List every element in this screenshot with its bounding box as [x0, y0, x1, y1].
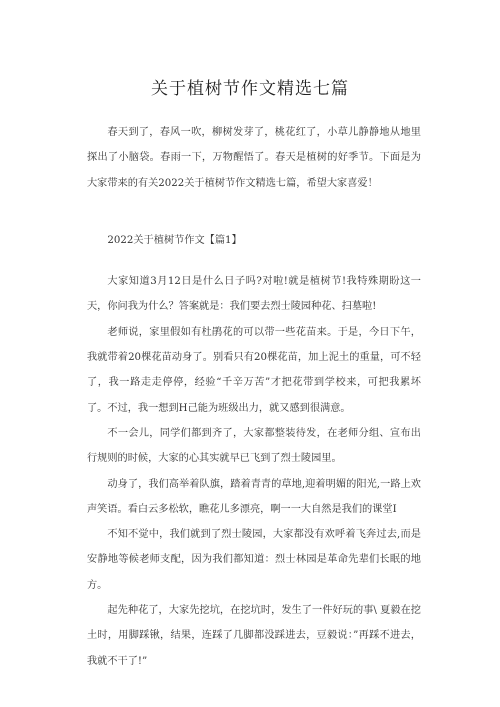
- body-paragraph: 老师说，家里假如有杜鹃花的可以带一些花苗来。于是，今日下午，我就带着20棵花苗动身了。别看只有20棵花苗，加上泥土的重量，可不轻了，我一路走走停停，经验“千辛万苦”才把花带到学校来，可把我累坏了。不过，我一想到H己能为班级出力，就又感到很满意。: [87, 326, 421, 414]
- document-body: [87, 120, 421, 674]
- document-title: 关于植树节作文精选七篇: [151, 79, 349, 99]
- section-heading: 2022关于植树节作文【篇1】: [107, 234, 242, 246]
- body-paragraph: 不一会儿，同学们都到齐了，大家都整装待发，在老师分组、宣布出行规则的时候，大家的心其实就早已飞到了烈士陵园里。: [87, 427, 421, 465]
- body-paragraph: 大家知道3月12日是什么日子吗?对啦!就是植树节!我特殊期盼这一天，你问我为什么？答案就是：我们要去烈士陵园种花、扫墓啦!: [87, 276, 421, 313]
- body-paragraph: 不知不觉中，我们就到了烈士陵园，大家都没有欢呼着飞奔过去,而是安静地等候老师支配，因为我们都知道：烈士林园是革命先辈们长眠的地方。: [87, 529, 421, 591]
- intro-paragraph: 春天到了，春风一吹，柳树发芽了，桃花红了，小草儿静静地从地里探出了小脑袋。春雨一下，万物醒悟了。春天是植树的好季节。下面是为大家带来的有关2022关于植树节作文精选七篇，希望大家喜爱！: [87, 127, 421, 189]
- body-paragraph: 起先种花了，大家先挖坑，在挖坑时，发生了一件好玩的事\ 夏毅在挖土时，用脚踩锹，结果，连踩了几脚都没踩进去，豆毅说：”再踩不进去，我就不干了!”: [87, 605, 421, 667]
- body-paragraph: 动身了，我们高举着队旗，踏着青青的草地,迎着明媚的阳光,一路上欢声笑语。看白云多松软，瞧花儿多漂亮，啊一一大自然是我们的课堂I: [87, 478, 421, 515]
